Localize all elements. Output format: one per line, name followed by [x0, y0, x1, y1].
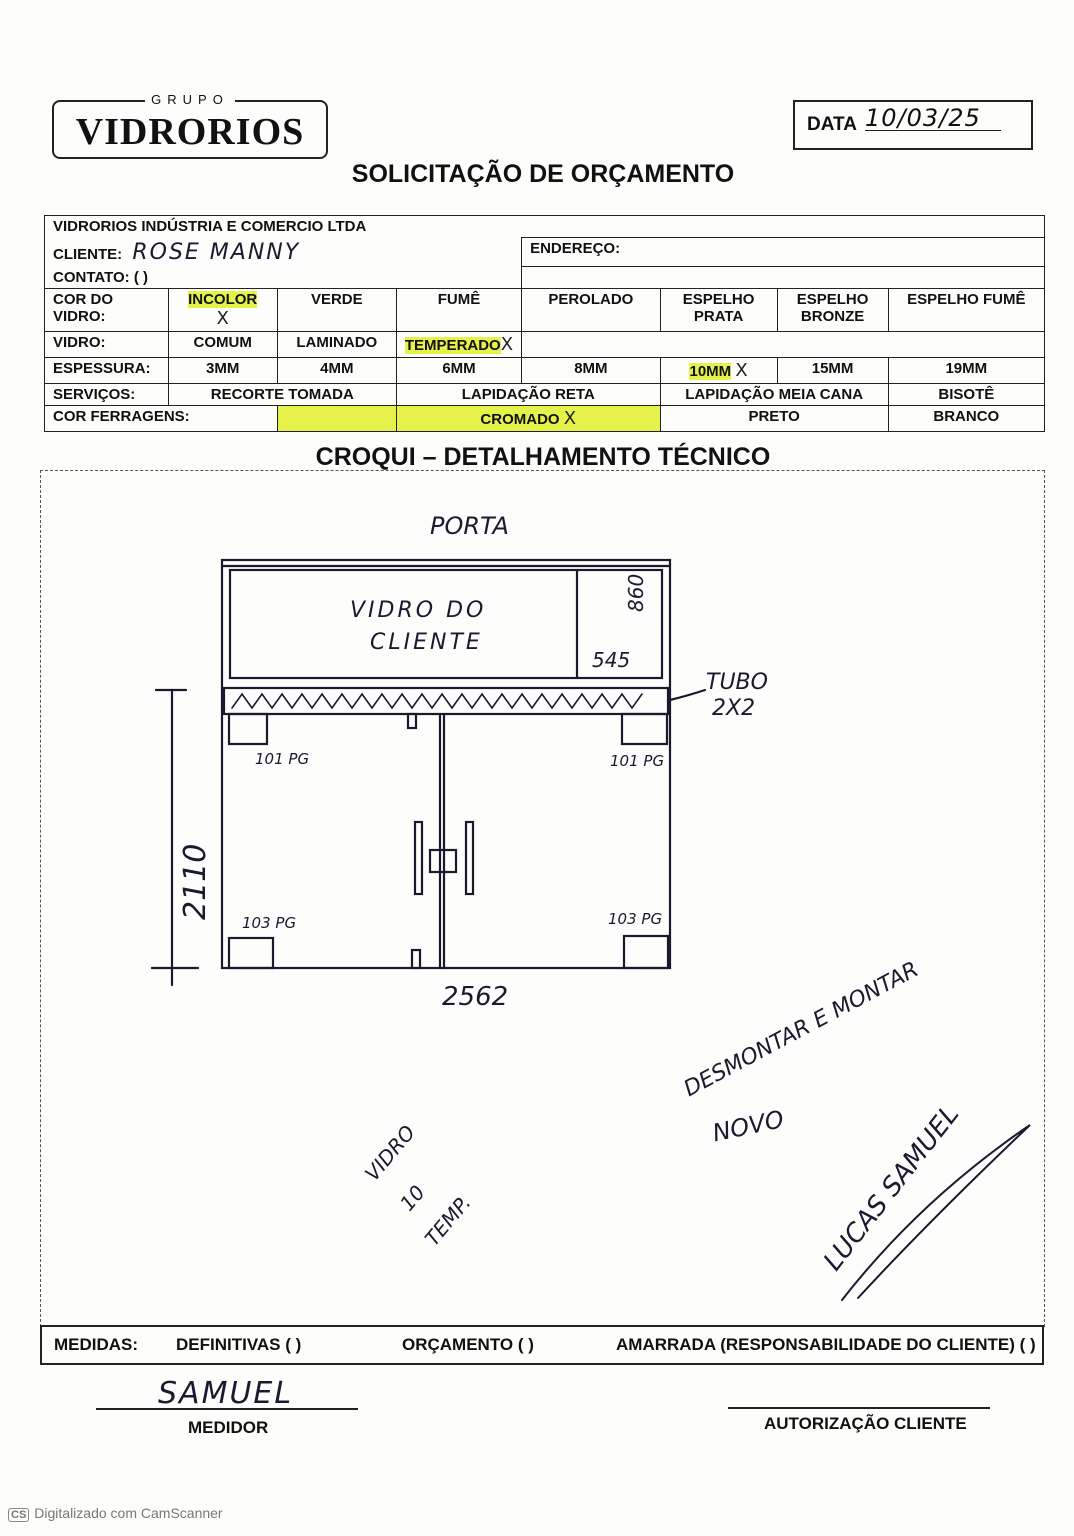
logo-grupo-text: GRUPO: [54, 92, 326, 107]
note-novo: NOVO: [710, 1104, 787, 1148]
servico-recorte-tomada: RECORTE TOMADA: [168, 383, 396, 405]
espessura-15mm: 15MM: [777, 357, 888, 383]
cor-option-verde: VERDE: [277, 288, 396, 331]
dim-height-2110: 2110: [178, 843, 213, 920]
cor-label: COR DO VIDRO:: [45, 288, 169, 331]
cor-option-perolado: PEROLADO: [522, 288, 661, 331]
cor-option-espelho-bronze: ESPELHO BRONZE: [777, 288, 888, 331]
servico-lapidacao-meia-cana: LAPIDAÇÃO MEIA CANA: [660, 383, 888, 405]
medidas-label: MEDIDAS:: [54, 1335, 139, 1354]
date-label: DATA: [807, 114, 857, 135]
cor-option-incolor: INCOLOR X: [168, 288, 277, 331]
endereco-label: ENDEREÇO:: [530, 240, 621, 257]
bottom-pivot: [412, 950, 420, 968]
signature-lucas-samuel: LUCAS SAMUEL: [818, 1099, 966, 1277]
medidor-label: MEDIDOR: [188, 1418, 269, 1437]
tube-callout-line: [670, 690, 705, 700]
logo-name-text: VIDRORIOS: [75, 111, 305, 153]
dim-width-2562: 2562: [442, 982, 509, 1012]
cliente-label: CLIENTE:: [53, 245, 123, 263]
medidas-amarrada: AMARRADA (RESPONSABILIDADE DO CLIENTE) ( ): [616, 1335, 1036, 1354]
note-vidro-10-temp-1: VIDRO: [360, 1120, 420, 1186]
tube-beam: [224, 688, 668, 714]
label-103pg-left: 103 PG: [242, 914, 297, 932]
servico-lapidacao-reta: LAPIDAÇÃO RETA: [396, 383, 660, 405]
hardware-101-left: [229, 714, 267, 744]
hardware-101-right: [622, 714, 667, 744]
medidas-orcamento: ORÇAMENTO ( ): [402, 1335, 534, 1354]
espessura-4mm: 4MM: [277, 357, 396, 383]
date-value: 10/03/25: [865, 106, 1001, 131]
cliente-value: ROSE MANNY: [132, 239, 301, 265]
top-pivot: [408, 714, 416, 728]
dim-860: 860: [624, 573, 648, 612]
note-cliente: CLIENTE: [370, 630, 483, 655]
note-vidro-10-temp-3: TEMP.: [420, 1190, 476, 1251]
note-tubo: TUBO: [706, 670, 768, 695]
medidor-line: [96, 1408, 358, 1410]
check-mark: X: [735, 359, 748, 381]
espessura-8mm: 8MM: [522, 357, 661, 383]
handle-right: [466, 822, 473, 894]
vidro-option-temperado: TEMPERADOX: [396, 331, 521, 357]
check-mark: X: [500, 333, 514, 355]
scanner-watermark: CS Digitalizado com CamScanner: [8, 1505, 223, 1522]
check-mark: X: [563, 407, 577, 429]
ferragens-label: COR FERRAGENS:: [45, 405, 278, 431]
camscanner-icon: CS: [8, 1508, 29, 1522]
ferragens-preto: PRETO: [660, 405, 888, 431]
ferragens-branco: BRANCO: [888, 405, 1044, 431]
contato-label: CONTATO: ( ): [45, 267, 522, 289]
espessura-3mm: 3MM: [168, 357, 277, 383]
espessura-19mm: 19MM: [888, 357, 1044, 383]
label-103pg-right: 103 PG: [608, 910, 663, 928]
note-vidro-do: VIDRO DO: [350, 598, 487, 623]
medidor-signature: SAMUEL: [158, 1376, 294, 1411]
cor-option-espelho-fume: ESPELHO FUMÊ: [888, 288, 1044, 331]
croqui-title: CROQUI – DETALHAMENTO TÉCNICO: [315, 443, 771, 471]
note-desmontar-montar: DESMONTAR E MONTAR: [680, 957, 923, 1103]
medidas-definitivas: DEFINITIVAS ( ): [176, 1335, 302, 1354]
autorizacao-label: AUTORIZAÇÃO CLIENTE: [764, 1414, 967, 1433]
servicos-label: SERVIÇOS:: [45, 383, 169, 405]
vidro-option-laminado: LAMINADO: [277, 331, 396, 357]
espessura-6mm: 6MM: [396, 357, 521, 383]
espessura-10mm: 10MM X: [660, 357, 777, 383]
medidas-bar: [40, 1325, 1044, 1365]
dim-545: 545: [592, 648, 631, 672]
note-vidro-10-temp-2: 10: [395, 1180, 430, 1216]
label-101pg-right: 101 PG: [610, 752, 665, 770]
vidro-option-comum: COMUM: [168, 331, 277, 357]
note-2x2: 2X2: [712, 696, 756, 721]
check-mark: X: [216, 307, 229, 329]
servico-bisote: BISOTÊ: [888, 383, 1044, 405]
tube-hatching: [232, 694, 642, 708]
hardware-103-left: [229, 938, 273, 968]
handle-left: [415, 822, 422, 894]
autorizacao-line: [728, 1407, 990, 1409]
espessura-label: ESPESSURA:: [45, 357, 169, 383]
label-101pg-left: 101 PG: [255, 750, 310, 768]
hardware-103-right: [624, 936, 668, 968]
cor-option-espelho-prata: ESPELHO PRATA: [660, 288, 777, 331]
cor-option-fume: FUMÊ: [396, 288, 521, 331]
vidro-label: VIDRO:: [45, 331, 169, 357]
company-name: VIDRORIOS INDÚSTRIA E COMERCIO LTDA: [45, 216, 1045, 238]
note-porta: PORTA: [430, 512, 509, 540]
ferragens-cromado: CROMADO X: [396, 405, 660, 431]
page-title: SOLICITAÇÃO DE ORÇAMENTO: [351, 160, 735, 188]
